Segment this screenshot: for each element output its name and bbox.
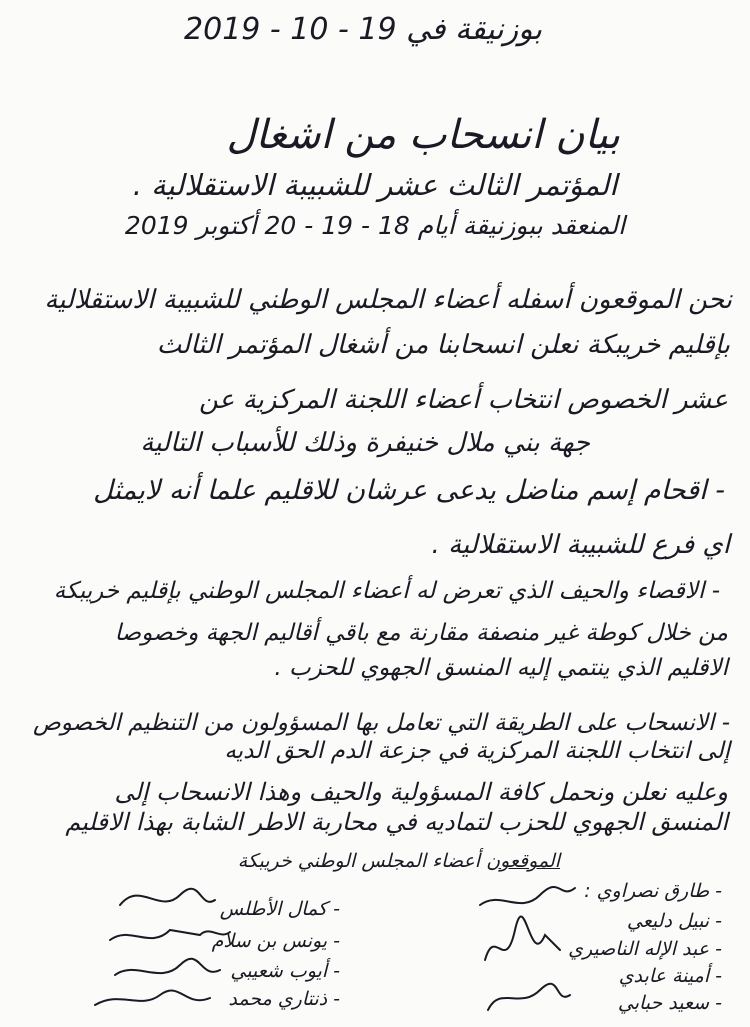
signatory-name: - سعيد حبابي [617, 992, 722, 1014]
signature-mark [480, 887, 575, 905]
letter-subtitle-line-1: المؤتمر الثالث عشر للشبيبة الاستقلالية . [132, 168, 618, 202]
body-line: - الانسحاب على الطريقة التي تعامل بها المسؤولون من التنظيم الخصوص [32, 710, 730, 736]
signature-mark [110, 930, 230, 940]
signatory-name: - نبيل دليعي [626, 910, 722, 932]
signed-subheading: أعضاء المجلس الوطني خريبكة [237, 850, 481, 872]
body-line: إلى انتخاب اللجنة المركزية في جزعة الدم الحق الديه [224, 738, 730, 764]
signatory-name: - طارق نصراوي : [584, 880, 722, 902]
signatory-name: - عبد الإله الناصيري [568, 938, 722, 960]
body-line: نحن الموقعون أسفله أعضاء المجلس الوطني للشبيبة الاستقلالية [44, 285, 732, 315]
letter-date: بوزنيقة في 19 - 10 - 2019 [184, 12, 542, 47]
body-line: وعليه نعلن ونحمل كافة المسؤولية والحيف وهذا الانسحاب إلى [114, 778, 728, 806]
letter-title: بيان انسحاب من اشغال [226, 112, 620, 158]
signature-mark [485, 917, 560, 960]
signatory-name: - أمينة عابدي [618, 965, 722, 987]
signature-mark [115, 959, 220, 975]
signature-mark [120, 889, 215, 905]
body-line: المنسق الجهوي للحزب لتماديه في محاربة الاطر الشابة بهذا الاقليم [65, 808, 728, 836]
signatory-name: - كمال الأطلس [219, 898, 340, 920]
signed-label: الموقعون [486, 850, 560, 872]
body-line: من خلال كوطة غير منصفة مقارنة مع باقي أقاليم الجهة وخصوصا [114, 620, 728, 646]
body-line: الاقليم الذي ينتمي إليه المنسق الجهوي للحزب . [274, 655, 728, 681]
body-line: - اقحام إسم مناضل يدعى عرشان للاقليم علما أنه لايمثل [93, 475, 725, 506]
body-line: بإقليم خريبكة نعلن انسحابنا من أشغال المؤتمر الثالث [156, 330, 730, 360]
signature-mark [95, 990, 210, 1005]
body-line: جهة بني ملال خنيفرة وذلك للأسباب التالية [140, 428, 590, 458]
signature-mark [488, 984, 570, 1010]
letter-subtitle-line-2: المنعقد ببوزنيقة أيام 18 - 19 - 20 أكتوبر 2019 [124, 211, 626, 240]
signatory-name: - ذنتاري محمد [228, 988, 340, 1010]
body-line: اي فرع للشبيبة الاستقلالية . [431, 530, 730, 560]
signatory-name: - يونس بن سلام [211, 930, 340, 952]
body-line: - الاقصاء والحيف الذي تعرض له أعضاء المجلس الوطني بإقليم خريبكة [53, 578, 720, 604]
signatory-name: - أيوب شعيبي [230, 960, 340, 982]
body-line: عشر الخصوص انتخاب أعضاء اللجنة المركزية عن [199, 385, 728, 415]
